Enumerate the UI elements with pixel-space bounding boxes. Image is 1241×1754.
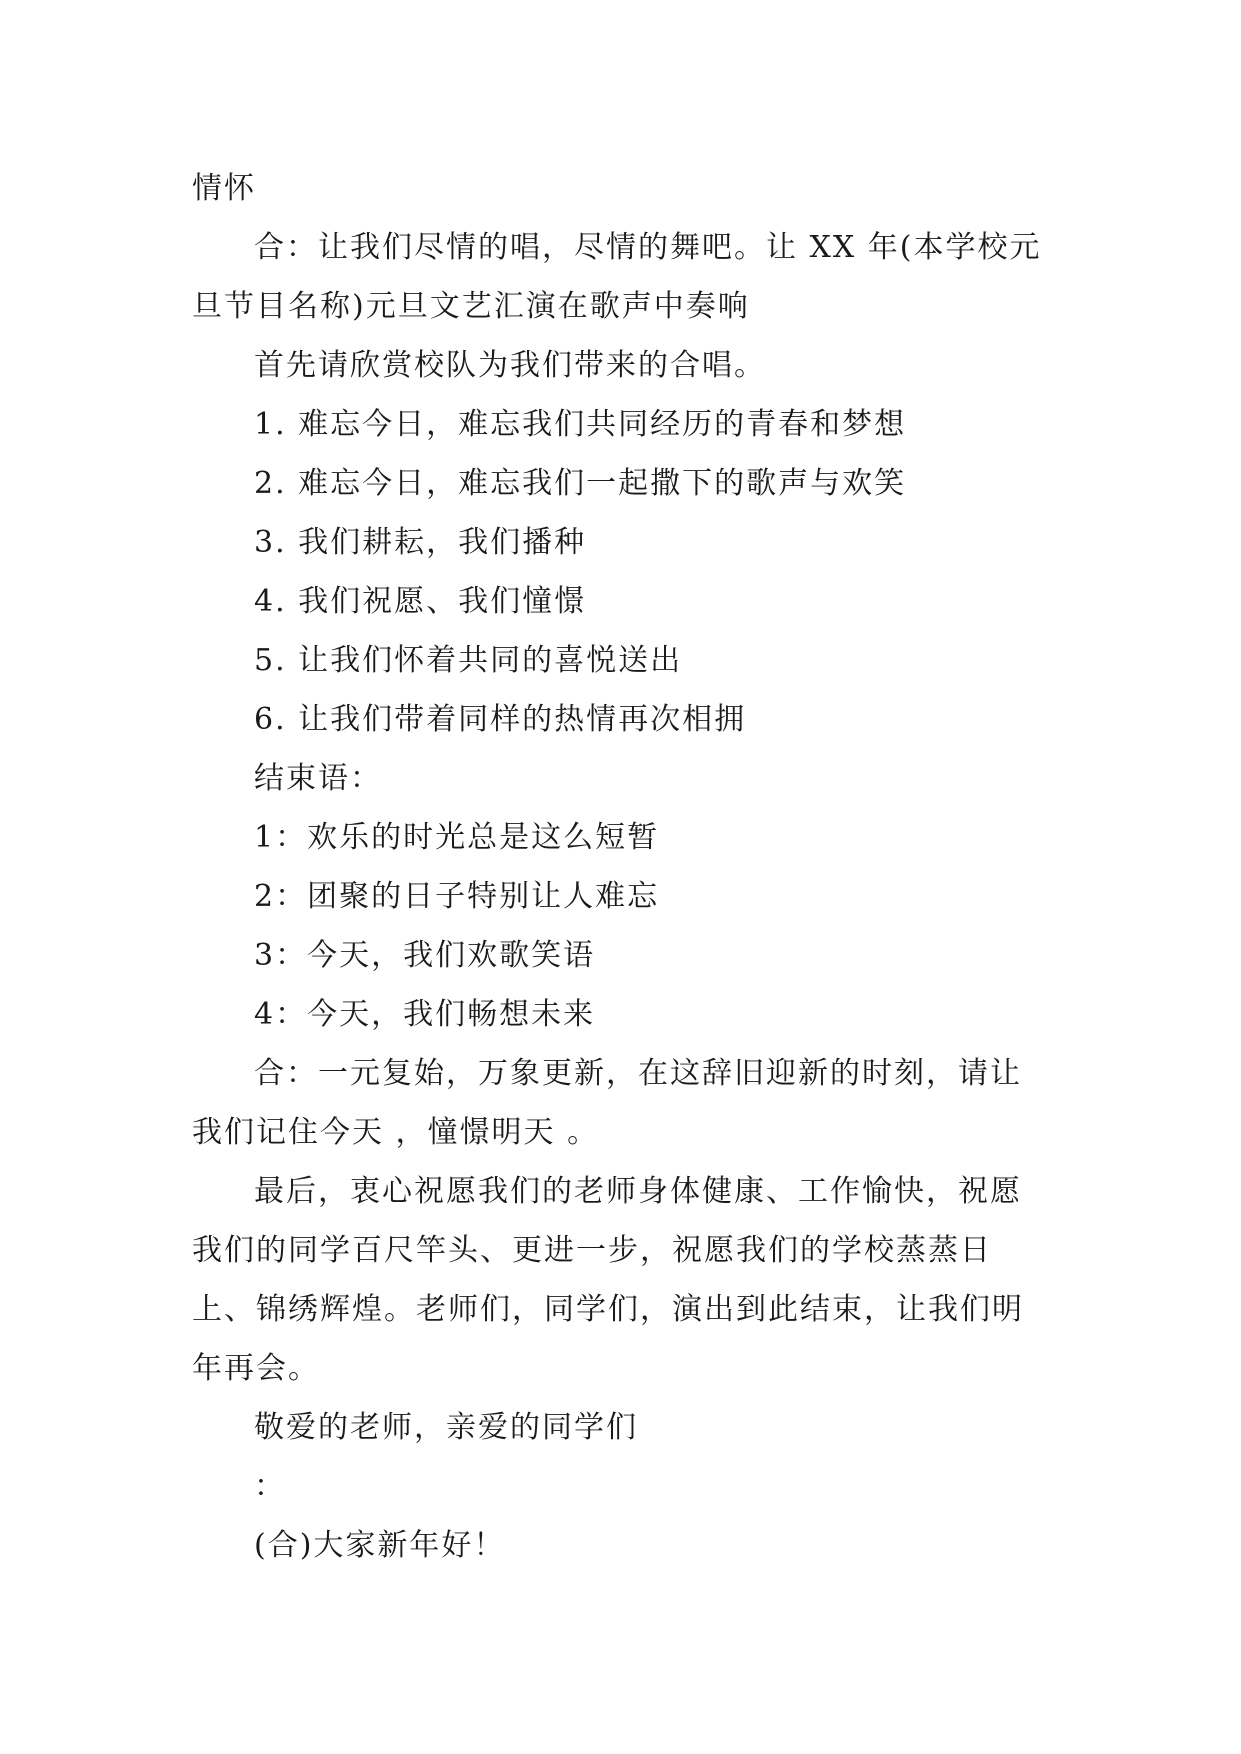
text-line: 情怀 — [192, 171, 256, 206]
list-item: 1：欢乐的时光总是这么短暂 — [254, 820, 660, 855]
text-line: 敬爱的老师，亲爱的同学们 — [254, 1410, 638, 1445]
list-item: 5. 让我们怀着共同的喜悦送出 — [254, 643, 683, 678]
text-line: 首先请欣赏校队为我们带来的合唱。 — [254, 348, 766, 383]
list-item: 3. 我们耕耘，我们播种 — [254, 525, 587, 560]
list-item: 2. 难忘今日，难忘我们一起撒下的歌声与欢笑 — [254, 466, 907, 501]
list-item: 4：今天，我们畅想未来 — [254, 997, 596, 1032]
document-page — [192, 159, 1052, 1575]
list-item: 1. 难忘今日，难忘我们共同经历的青春和梦想 — [254, 407, 907, 442]
text-line: (合)大家新年好！ — [254, 1528, 506, 1563]
paragraph: 最后，衷心祝愿我们的老师身体健康、工作愉快，祝愿我们的同学百尺竿头、更进一步，祝愿我们的学校蒸蒸日上、锦绣辉煌。老师们，同学们，演出到此结束，让我们明年再会。 — [192, 1174, 1024, 1386]
list-item: 6. 让我们带着同样的热情再次相拥 — [254, 702, 747, 737]
paragraph: 合：一元复始，万象更新，在这辞旧迎新的时刻，请让我们记住今天 ，憧憬明天 。 — [192, 1056, 1022, 1150]
list-item: 2：团聚的日子特别让人难忘 — [254, 879, 660, 914]
text-line: ： — [254, 1469, 286, 1504]
paragraph: 合：让我们尽情的唱，尽情的舞吧。让 XX 年(本学校元旦节目名称)元旦文艺汇演在歌声中奏响 — [192, 230, 1042, 324]
list-item: 4. 我们祝愿、我们憧憬 — [254, 584, 587, 619]
section-heading: 结束语： — [254, 761, 382, 796]
list-item: 3：今天，我们欢歌笑语 — [254, 938, 596, 973]
